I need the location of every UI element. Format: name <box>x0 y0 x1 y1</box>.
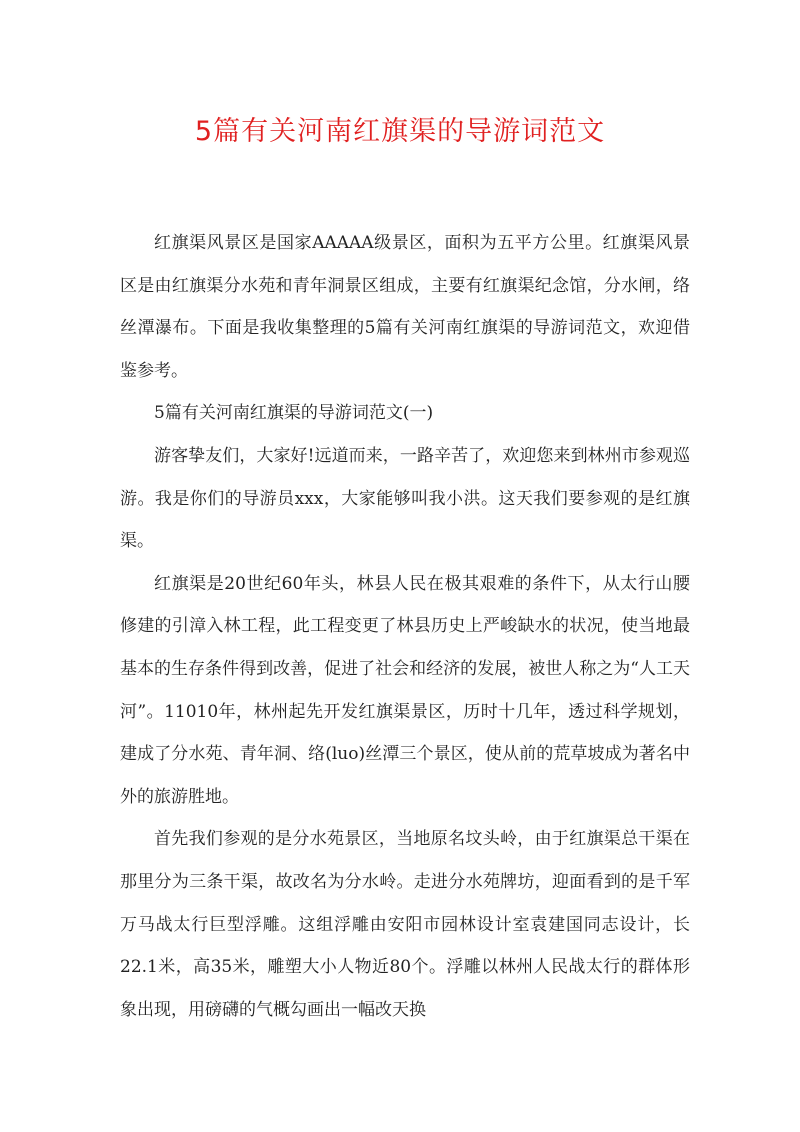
intro-paragraph: 红旗渠风景区是国家AAAAA级景区，面积为五平方公里。红旗渠风景区是由红旗渠分水苑和青年洞景区组成，主要有红旗渠纪念馆，分水闸，络丝潭瀑布。下面是我收集整理的5篇有关河南红旗渠的导游词范文，欢迎借鉴参考。 <box>120 233 690 381</box>
body-paragraph-history: 红旗渠是20世纪60年头，林县人民在极其艰难的条件下，从太行山腰修建的引漳入林工程，此工程变更了林县历史上严峻缺水的状况，使当地最基本的生存条件得到改善，促进了社会和经济的发展，被世人称之为“人工天河”。11010年，林州起先开发红旗渠景区，历时十几年，透过科学规划，建成了分水苑、青年洞、络(luo)丝潭三个景区，使从前的荒草坡成为著名中外的旅游胜地。 <box>120 573 690 807</box>
body-paragraph-greeting: 游客挚友们，大家好!远道而来，一路辛苦了，欢迎您来到林州市参观巡游。我是你们的导游员xxx，大家能够叫我小洪。这天我们要参观的是红旗渠。 <box>120 445 690 552</box>
document-body <box>120 222 690 1031</box>
body-paragraph-fenshuiyuan: 首先我们参观的是分水苑景区，当地原名坟头岭，由于红旗渠总干渠在那里分为三条干渠，故改名为分水岭。走进分水苑牌坊，迎面看到的是千军万马战太行巨型浮雕。这组浮雕由安阳市园林设计室袁建国同志设计，长22.1米，高35米，雕塑大小人物近80个。浮雕以林州人民战太行的群体形象出现，用磅礴的气概勾画出一幅改天换 <box>120 829 690 1020</box>
document-title: 5篇有关河南红旗渠的导游词范文 <box>194 116 606 147</box>
section-heading: 5篇有关河南红旗渠的导游词范文(一) <box>154 403 434 424</box>
